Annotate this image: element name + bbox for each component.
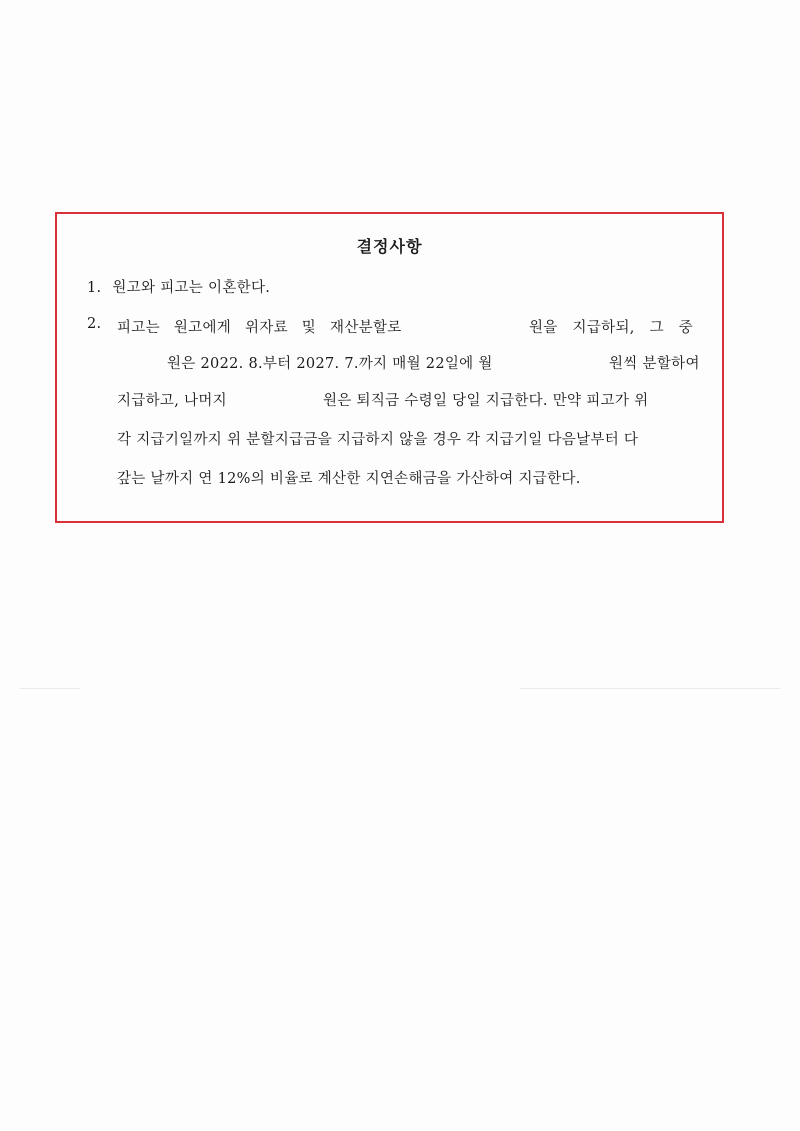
item-2-line-1: [87, 316, 707, 338]
item-1-text: 원고와 피고는 이혼한다.: [112, 280, 271, 296]
scan-artifact: [520, 688, 780, 689]
item-2-line-4: 각 지급기일까지 위 분할지급금을 지급하지 않을 경우 각 지급기일 다음날부터 다: [117, 432, 639, 448]
item-2-line-2-a: 원은 2022. 8.부터 2027. 7.까지 매월 22일에 월: [167, 356, 493, 372]
item-1: [87, 276, 270, 297]
item-2-number: 2.: [87, 316, 102, 332]
item-2-line-3-a: 지급하고, 나머지: [117, 393, 227, 409]
scan-artifact: [20, 688, 80, 689]
item-2-line-5: 갚는 날까지 연 12%의 비율로 계산한 지연손해금을 가산하여 지급한다.: [117, 471, 581, 487]
decision-title: 결정사항: [356, 237, 423, 256]
item-2-line-1-a: 피고는 원고에게 위자료 및 재산분할로: [117, 320, 402, 336]
item-2-line-2: [87, 352, 707, 374]
item-2-line-3-b: 원은 퇴직금 수령일 당일 지급한다. 만약 피고가 위: [323, 393, 649, 409]
item-1-number: 1.: [87, 280, 102, 296]
item-2-line-1-b: 원을 지급하되, 그 중: [529, 320, 694, 336]
item-2-line-2-b: 원씩 분할하여: [609, 356, 700, 372]
item-2-line-3: [87, 389, 707, 411]
